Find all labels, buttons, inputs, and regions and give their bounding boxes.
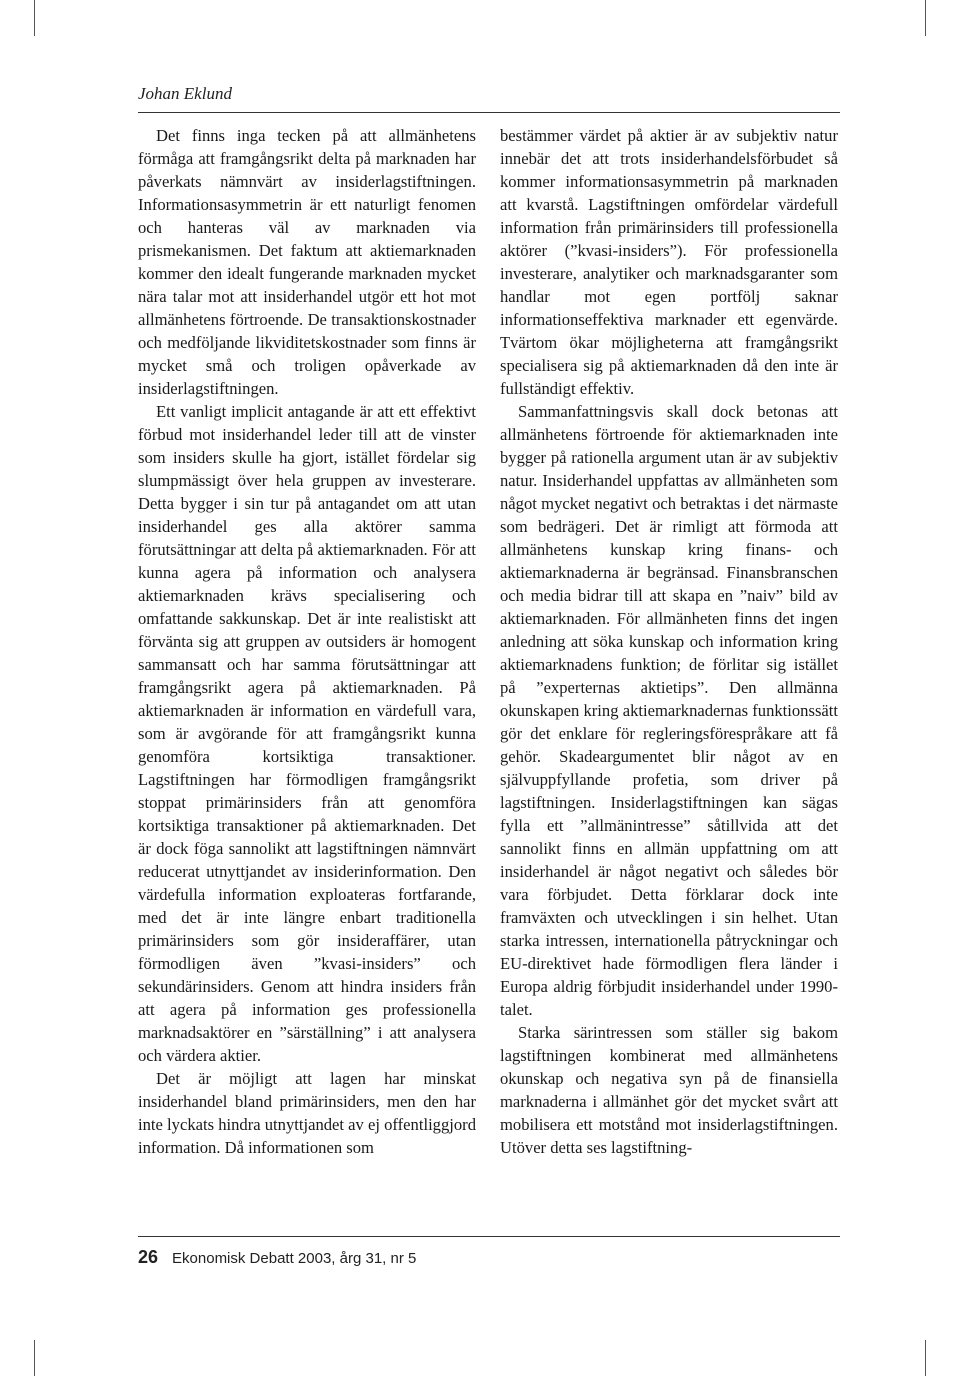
paragraph: Ett vanligt implicit antagande är att ett effektivt förbud mot insiderhandel leder till att de vinster som insiders skulle ha gjort, istället fördelar sig slumpmässigt över hela gruppen av investerare. Detta bygger i sin tur på antagandet om att utan insiderhandel ges alla aktörer samma förutsättningar att delta på aktiemarknaden. För att kunna agera på information och analysera aktiemarknaden krävs specialisering och omfattande sakkunskap. Det är inte realistiskt att förvänta sig att gruppen av outsiders är homogent sammansatt och har samma förutsättningar att framgångsrikt agera på aktiemarknaden. På aktiemarknaden är information en värdefull vara, som är avgörande för att framgångsrikt kunna genomföra kortsiktiga transaktioner. Lagstiftningen har förmodligen framgångsrikt stoppat primärinsiders från att genomföra kortsiktiga transaktioner på aktiemarknaden. Det är dock föga sannolikt att lagstiftningen nämnvärt reducerat utnyttjandet av insiderinformation. Den värdefulla information exploateras fortfarande, med det är inte längre enbart traditionella primärinsiders som gör insideraffärer, utan förmodligen även ”kvasi-insiders” och sekundärinsiders. Genom att hindra insiders från att agera på information ges professionella marknadsaktörer en ”särställning” i att analysera och värdera aktier. <box>138 402 476 1065</box>
left-column <box>138 124 476 1159</box>
running-head: Johan Eklund <box>138 84 232 103</box>
crop-mark <box>34 1340 35 1376</box>
crop-mark <box>34 0 35 36</box>
journal-citation: Ekonomisk Debatt 2003, årg 31, nr 5 <box>172 1250 417 1267</box>
paragraph: Det finns inga tecken på att allmänhetens förmåga att framgångsrikt delta på marknaden har påverkats nämnvärt av insiderlagstiftningen. Informationsasymmetrin är ett naturligt fenomen och hanteras väl av marknaden via prismekanismen. Det faktum att aktiemarknaden kommer den idealt fungerande marknaden mycket nära talar mot att insiderhandel utgör ett hot mot allmänhetens förtroende. De transaktionskostnader och medföljande likviditetskostnader som finns är mycket små och troligen opåverkade av insiderlagstiftningen. <box>138 126 476 398</box>
paragraph: Starka särintressen som ställer sig bakom lagstiftningen kombinerat med allmänhetens okunskap och negativa syn på de finansiella marknaderna i allmänhet gör det mycket svårt att mobilisera ett motstånd mot insiderlagstiftningen. Utöver detta ses lagstiftning- <box>500 1023 838 1157</box>
footer-rule <box>138 1236 840 1237</box>
paragraph: Sammanfattningsvis skall dock betonas att allmänhetens förtroende för aktiemarknaden inte bygger på rationella argument utan är av subjektiv natur. Insiderhandel uppfattas av allmänheten som något mycket negativt och betraktas i det närmaste som bedrägeri. Det är rimligt att förmoda att allmänhetens kunskap kring finans- och aktiemarknaderna är begränsad. Finansbranschen och media bidrar till att skapa en ”naiv” bild av aktiemarknaden. För allmänheten finns det ingen anledning att söka kunskap och information kring aktiemarknadens funktion; de förlitar sig istället på ”experternas aktietips”. Den allmänna okunskapen kring aktiemarknadernas funktionssätt gör det enklare för regleringsförespråkare att få gehör. Skadeargumentet blir något av en självuppfyllande profetia, som driver på lagstiftningen. Insiderlagstiftningen kan sägas fylla ett ”allmänintresse” såtillvida att det sannolikt finns en allmän uppfattning om att insiderhandel är något negativt och således bör vara förbjudet. Detta förklarar dock inte framväxten och utvecklingen i sin helhet. Utan starka intressen, internationella påtryckningar och EU-direktivet hade förmodligen flera länder i Europa aldrig förbjudit insiderhandel under 1990-talet. <box>500 402 838 1019</box>
header-rule <box>138 112 840 113</box>
page-footer <box>138 1247 416 1268</box>
page-number: 26 <box>138 1247 159 1267</box>
crop-mark <box>925 1340 926 1376</box>
crop-mark <box>925 0 926 36</box>
paragraph: bestämmer värdet på aktier är av subjektiv natur innebär det att trots insiderhandelsförbudet så kommer informationsasymmetrin på marknaden att kvarstå. Lagstiftningen omfördelar värdefull information från primärinsiders till professionella aktörer (”kvasi-insiders”). För professionella investerare, analytiker och marknadsgaranter som handlar mot egen portfölj saknar informationseffektiva marknader ett egenvärde. Tvärtom ökar möjligheterna att framgångsrikt specialisera sig på aktiemarknaden då den inte är fullständigt effektiv. <box>500 126 838 398</box>
right-column <box>500 124 838 1159</box>
paragraph: Det är möjligt att lagen har minskat insiderhandel bland primärinsiders, men den har inte lyckats hindra utnyttjandet av ej offentliggjord information. Då informationen som <box>138 1069 476 1157</box>
